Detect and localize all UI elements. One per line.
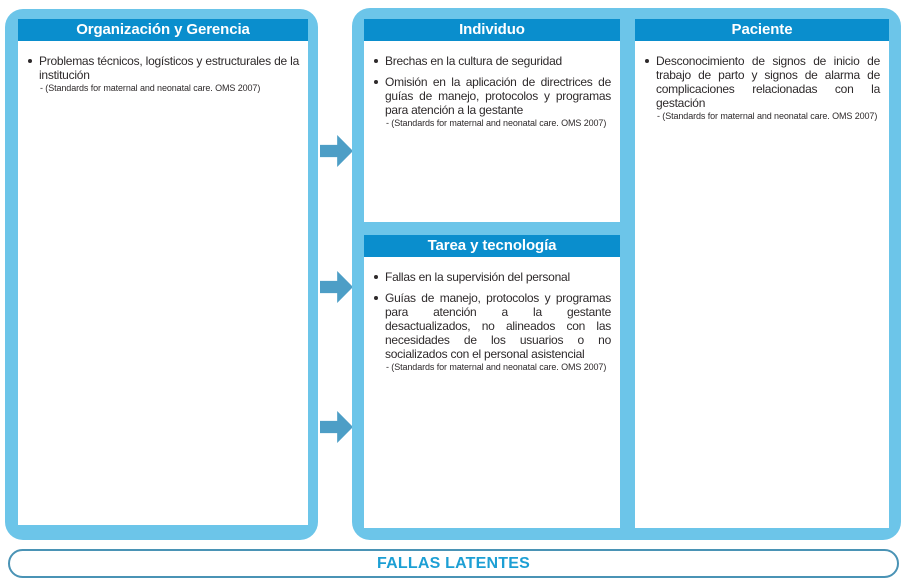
list-item-text: Problemas técnicos, logísticos y estructurales de la institución	[39, 54, 299, 83]
right-arrow-icon	[320, 135, 353, 167]
list-item-text: Desconocimiento de signos de inicio de trabajo de parto y signos de alarma de complicaciones relacionadas con la gestación	[656, 54, 880, 111]
latent-failures-banner	[8, 549, 899, 578]
list-item-reference: - (Standards for maternal and neonatal care. OMS 2007)	[386, 118, 607, 129]
bullet-icon	[645, 59, 649, 63]
organization-card-title: Organización y Gerencia	[18, 19, 308, 41]
list-item-text: Guías de manejo, protocolos y programas para atención a la gestante desactualizados, no alineados con las necesidades de los usuarios o no socializados con el personal asistencial	[385, 291, 611, 362]
list-item-reference: - (Standards for maternal and neonatal care. OMS 2007)	[40, 83, 261, 94]
list-item-reference: - (Standards for maternal and neonatal care. OMS 2007)	[386, 362, 607, 373]
organization-panel	[5, 9, 318, 540]
bullet-icon	[374, 296, 378, 300]
list-item-text: Fallas en la supervisión del personal	[385, 270, 570, 284]
list-item	[372, 270, 611, 284]
paciente-card-title: Paciente	[635, 19, 889, 41]
list-item	[372, 75, 611, 129]
list-item-reference: - (Standards for maternal and neonatal care. OMS 2007)	[657, 111, 878, 122]
list-item	[372, 54, 611, 68]
organization-card	[18, 19, 308, 525]
paciente-card	[635, 19, 889, 528]
list-item	[643, 54, 880, 122]
list-item	[26, 54, 299, 94]
paciente-card-body	[635, 41, 889, 122]
individuo-card-body	[364, 41, 620, 129]
right-arrow-icon	[320, 271, 353, 303]
latent-failures-banner-label: FALLAS LATENTES	[377, 554, 530, 572]
bullet-icon	[374, 275, 378, 279]
right-arrow-icon	[320, 411, 353, 443]
tarea-card-title: Tarea y tecnología	[364, 235, 620, 257]
list-item	[372, 291, 611, 373]
list-item-text: Brechas en la cultura de seguridad	[385, 54, 562, 68]
bullet-icon	[28, 59, 32, 63]
factors-panel	[352, 8, 901, 540]
individuo-card	[364, 19, 620, 222]
tarea-card-body	[364, 257, 620, 373]
list-item-text: Omisión en la aplicación de directrices de guías de manejo, protocolos y programas para atención a la gestante	[385, 75, 611, 118]
individuo-card-title: Individuo	[364, 19, 620, 41]
tarea-card	[364, 235, 620, 528]
bullet-icon	[374, 80, 378, 84]
bullet-icon	[374, 59, 378, 63]
organization-card-body	[18, 41, 308, 94]
